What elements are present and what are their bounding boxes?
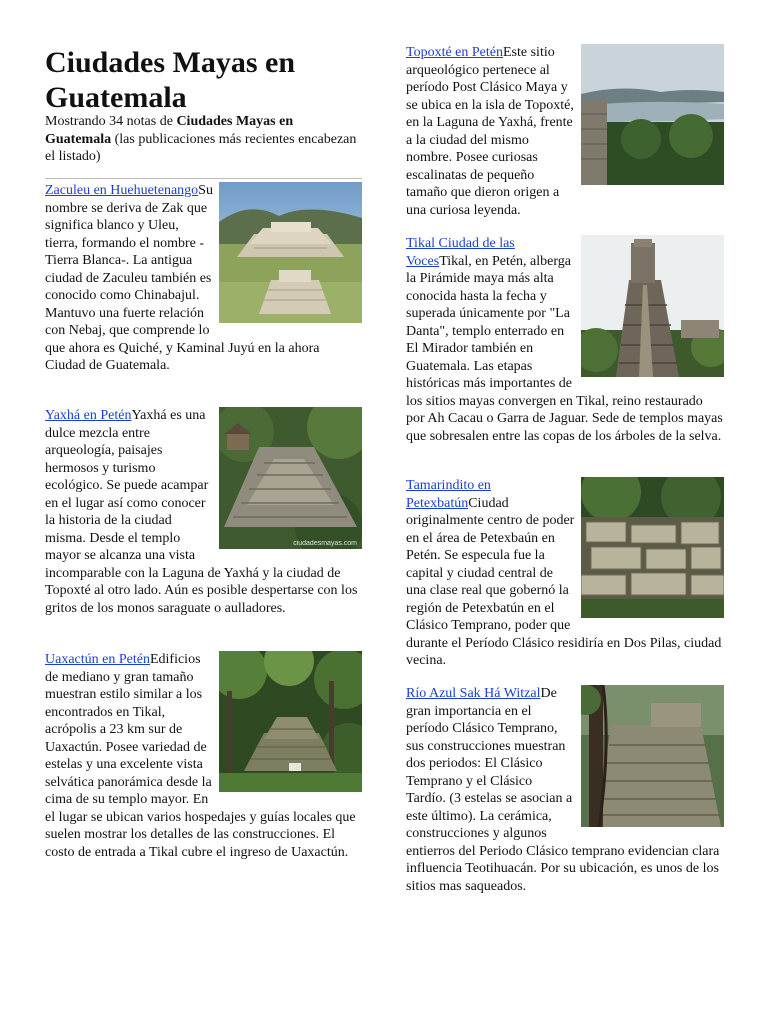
page-title: Ciudades Mayas en Guatemala: [45, 46, 296, 114]
article-text-uaxactun: Edificios de mediano y gran tamaño muestran estilo similar a los encontrados en Tikal, acrópolis a 23 km sur de Uaxactún. Posee variedad de estelas y una excelente vista selvática panorámica desde la cima de su templo mayor. En el lugar se ubican varios hospedajes y guías locales que suelen mostrar los detalles de las construcciones. El costo de entrada a Tikal cubre el ingreso de Uaxactún.: [45, 652, 356, 860]
intro-text: Mostrando 34 notas de Ciudades Mayas en Guatemala (las publicaciones más recientes encabezan el listado): [45, 114, 357, 164]
yaxha-photo: [219, 407, 362, 549]
tikal-photo: [581, 235, 724, 377]
article-yaxha: [45, 407, 362, 617]
rio-azul-photo: [581, 685, 724, 827]
tamarindito-photo: [581, 477, 724, 618]
article-link-uaxactun[interactable]: Uaxactún en Petén: [45, 652, 150, 667]
article-zaculeu: [45, 182, 362, 375]
uaxactun-photo: [219, 651, 362, 792]
article-link-rio-azul[interactable]: Río Azul Sak Há Witzal: [406, 686, 541, 701]
zaculeu-photo: [219, 182, 362, 323]
article-tamarindito: [406, 477, 724, 670]
article-link-yaxha[interactable]: Yaxhá en Petén: [45, 408, 132, 423]
article-link-tamarindito[interactable]: Tamarindito en Petexbatún: [406, 478, 491, 511]
article-tikal: [406, 235, 724, 445]
article-text-zaculeu: Su nombre se deriva de Zak que significa blanco y Uleu, tierra, formando el nombre - Tierra Blanca-. La antigua ciudad de Zaculeu también es conocido como Chinabajul. Mantuvo una fuerte relación con Nebaj, que comprende lo que ahora es Quiché, y Kaminal Juyú en la ahora Ciudad de Guatemala.: [45, 183, 320, 373]
article-rio-azul: [406, 685, 724, 895]
article-uaxactun: [45, 651, 362, 861]
article-link-tikal[interactable]: Tikal Ciudad de las Voces: [406, 236, 515, 269]
yaxha-watermark: ciudadesmayas.com: [293, 540, 357, 547]
article-text-tikal: Tikal, en Petén, alberga la Pirámide maya más alta conocida hasta la fecha y superada únicamente por "La Danta", templo enterrado en El Mirador también en Guatemala. Las etapas históricas más importantes de los sitios mayas convergen en Tikal, reino restaurado por Ah Cacau o Garra de Jaguar. Sede de templos mayas que sobresalen entre las copas de los árboles de la selva.: [406, 253, 723, 444]
article-topoxte: [406, 44, 724, 219]
article-text-yaxha: Yaxhá es una dulce mezcla entre arqueología, paisajes hermosos y turismo ecológico. Se puede acampar en el lugar así como conocer la historia de la ciudad misma. Desde el templo mayor se alcanza una vista incomparable con la Laguna de Yaxhá y la ciudad de Topoxté al otro lado. Aún es posible despertarse con los gritos de los monos saraguate o aulladores.: [45, 408, 358, 616]
intro-bold: Ciudades Mayas en Guatemala: [45, 114, 294, 147]
article-link-topoxte[interactable]: Topoxté en Petén: [406, 45, 503, 60]
article-link-zaculeu[interactable]: Zaculeu en Huehuetenango: [45, 183, 199, 198]
divider: [45, 178, 362, 179]
topoxte-photo: [581, 44, 724, 185]
article-text-tamarindito: Ciudad originalmente centro de poder en el área de Petexbaún en Petén. Se especula fue la capital y ciudad central de una clase real que gobernó la región de Petexbatún en el Clásico Temprano, poder que durante el Período Clásico residiría en Dos Pilas, ciudad vecina.: [406, 495, 722, 668]
article-text-topoxte: Este sitio arqueológico pertenece al período Post Clásico Maya y se ubica en la isla de Topoxté, en la Laguna de Yaxhá, frente a la ciudad del mismo nombre. Posee curiosas escalinatas de pequeño tamaño que dieron origen a una curiosa leyenda.: [406, 45, 574, 218]
article-text-rio-azul: De gran importancia en el período Clásico Temprano, sus construcciones muestran dos periodos: El Clásico Temprano y el Clásico Tardío. (3 estelas se asocian a este último). La cerámica, construcciones y algunos entierros del Periodo Clásico temprano evidencian clara influencia Teotihuacán. Por su ubicación, es unos de los sitios mas saqueados.: [406, 686, 720, 894]
